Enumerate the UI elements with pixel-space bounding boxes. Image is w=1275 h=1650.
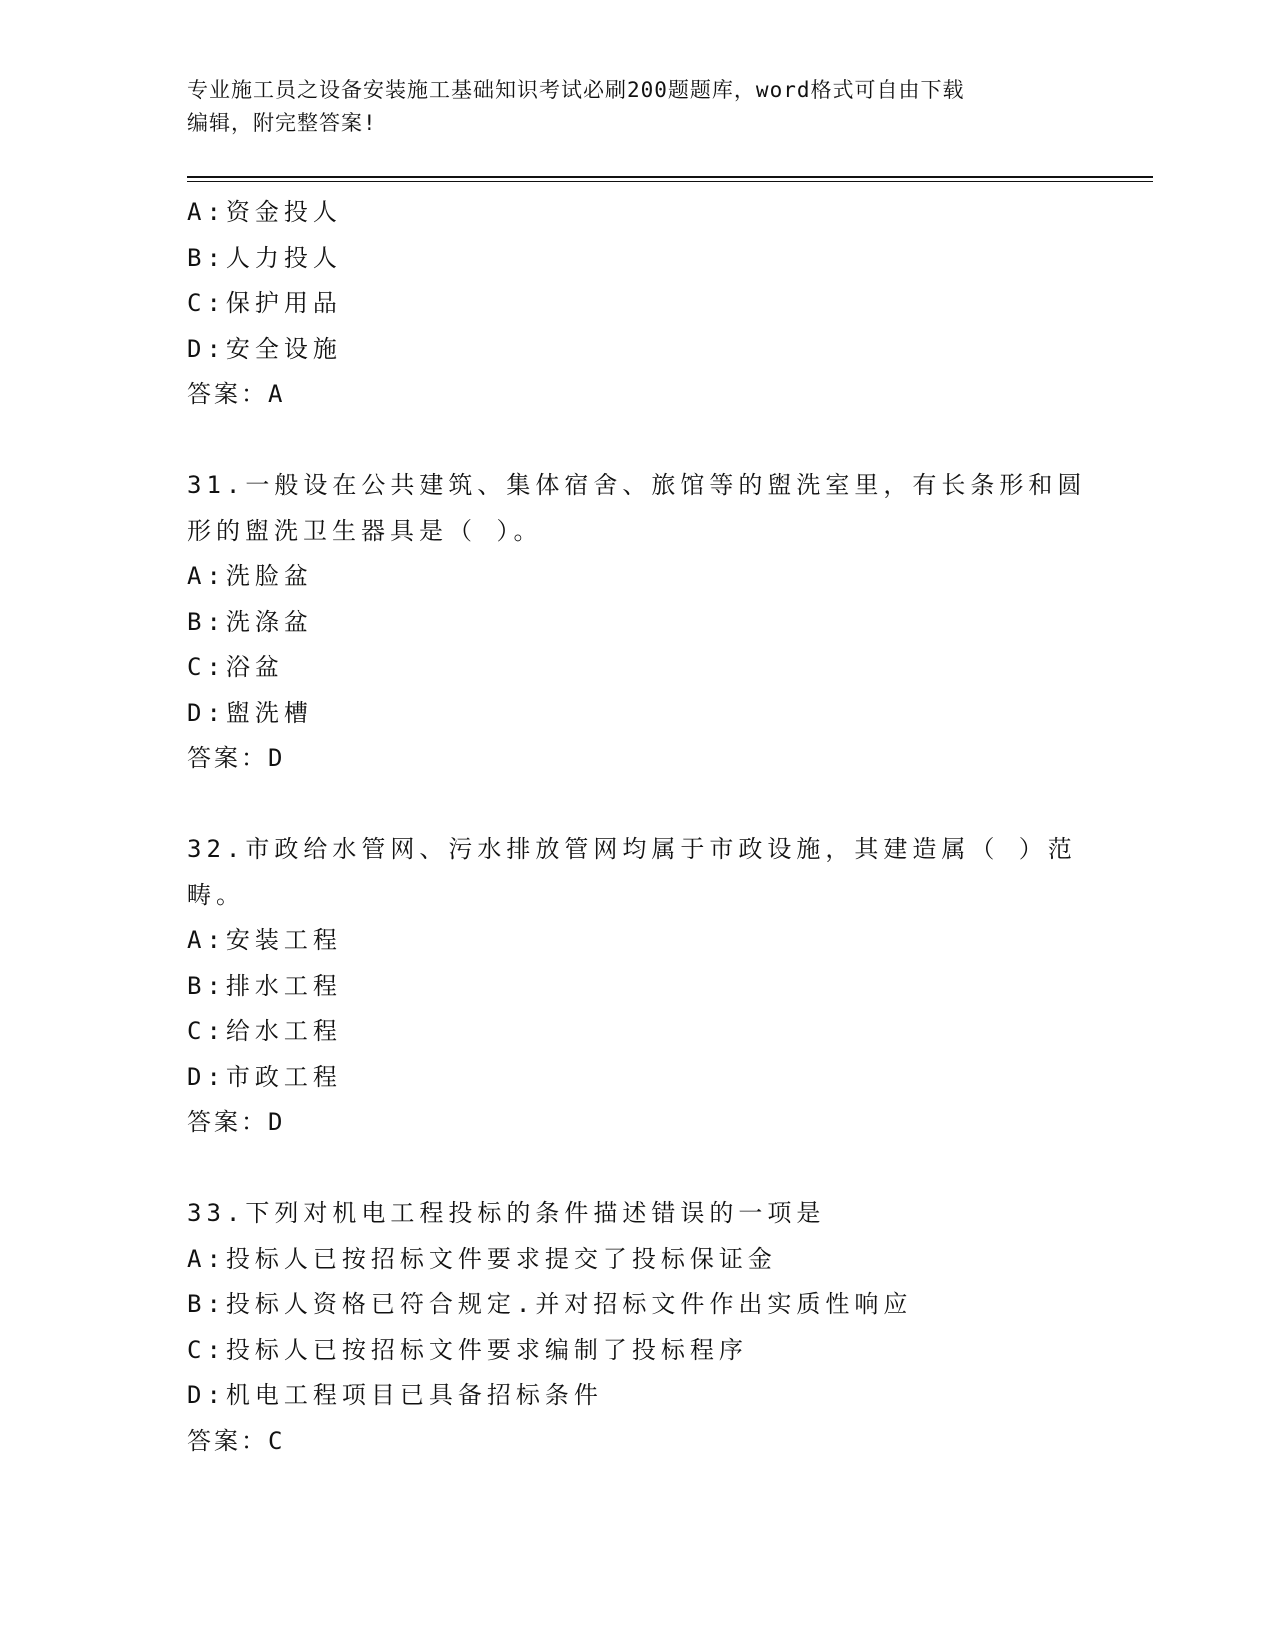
question-32 — [187, 827, 1087, 1146]
header-divider-thick — [187, 176, 1153, 178]
header-divider-thin — [187, 181, 1153, 182]
option-d: D:机电工程项目已具备招标条件 — [187, 1381, 603, 1409]
question-33 — [187, 1191, 1087, 1464]
option-a: A:安装工程 — [187, 926, 342, 954]
option-d: D:盥洗槽 — [187, 698, 313, 727]
option-d: D:安全设施 — [187, 334, 342, 363]
option-c: C:浴盆 — [187, 653, 284, 681]
spacer — [187, 782, 1087, 828]
option-c: C:给水工程 — [187, 1017, 342, 1045]
question-stem-line-1: 32.市政给水管网、污水排放管网均属于市政设施，其建造属（ ）范 — [187, 835, 1077, 863]
option-b: B:洗涤盆 — [187, 607, 313, 636]
option-c: C:保护用品 — [187, 289, 342, 317]
header-title-line-1: 专业施工员之设备安装施工基础知识考试必刷200题题库，word格式可自由下载 — [187, 78, 965, 102]
answer: 答案：D — [187, 744, 286, 772]
question-list — [187, 190, 1087, 1464]
option-a: A:投标人已按招标文件要求提交了投标保证金 — [187, 1244, 777, 1273]
spacer — [187, 418, 1087, 464]
question-30 — [187, 190, 1087, 418]
option-d: D:市政工程 — [187, 1062, 342, 1091]
option-b: B:投标人资格已符合规定.并对招标文件作出实质性响应 — [187, 1290, 913, 1318]
answer: 答案：C — [187, 1426, 286, 1455]
option-c: C:投标人已按招标文件要求编制了投标程序 — [187, 1335, 748, 1364]
option-b: B:人力投人 — [187, 243, 342, 272]
option-a: A:洗脸盆 — [187, 562, 313, 590]
question-stem-line-1: 31.一般设在公共建筑、集体宿舍、旅馆等的盥洗室里，有长条形和圆 — [187, 471, 1087, 499]
question-stem-line-2: 形的盥洗卫生器具是（ ）。 — [187, 516, 543, 545]
question-stem-line-2: 畴。 — [187, 880, 245, 909]
question-stem-line-1: 33.下列对机电工程投标的条件描述错误的一项是 — [187, 1199, 826, 1227]
option-b: B:排水工程 — [187, 971, 342, 1000]
option-a: A:资金投人 — [187, 198, 342, 226]
answer: 答案：A — [187, 380, 286, 408]
header-title-line-2: 编辑，附完整答案! — [187, 111, 377, 135]
spacer — [187, 1146, 1087, 1192]
question-31 — [187, 463, 1087, 782]
document-header — [187, 74, 1067, 140]
answer: 答案：D — [187, 1108, 286, 1136]
